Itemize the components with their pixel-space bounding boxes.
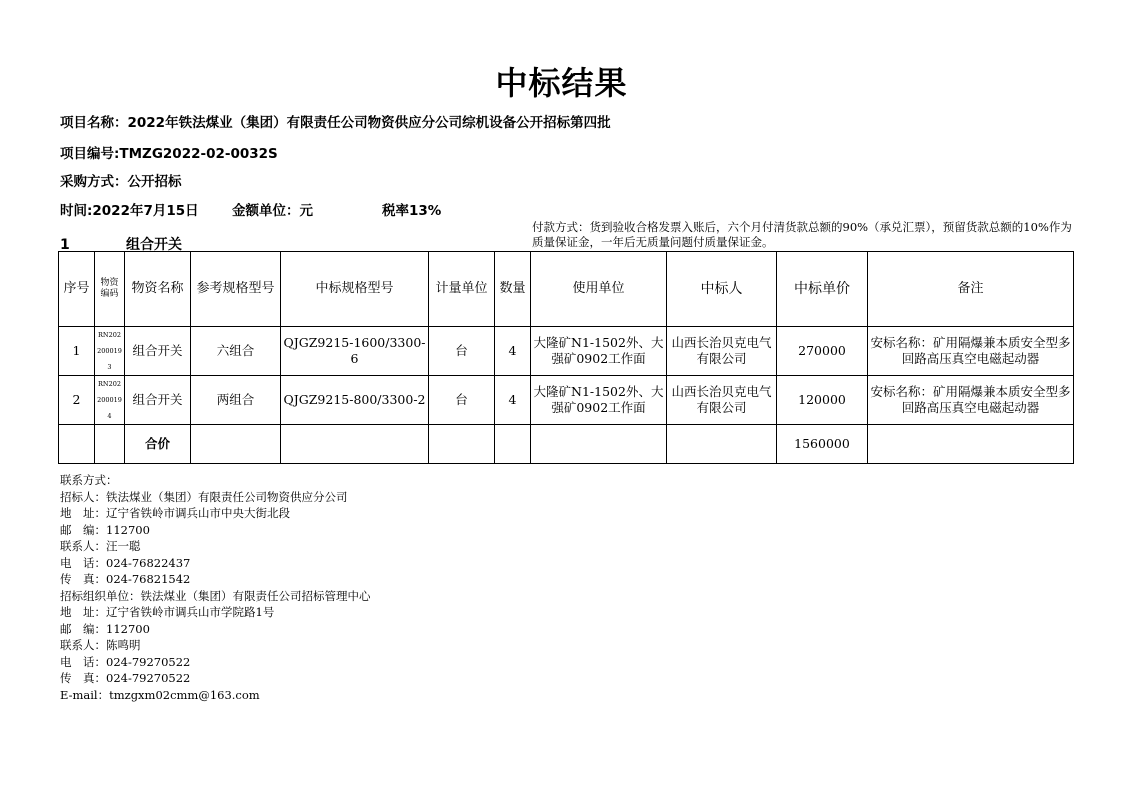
table-cell [667,425,777,464]
header-cell: 数量 [495,252,531,327]
table-cell: 2 [59,376,95,425]
table-total-row [59,425,1074,464]
table-cell: 1 [59,327,95,376]
table-cell: 山西长治贝克电气有限公司 [667,327,777,376]
table-cell: 山西长治贝克电气有限公司 [667,376,777,425]
table-cell: QJGZ9215-800/3300-2 [281,376,429,425]
table-cell [531,425,667,464]
header-cell: 使用单位 [531,252,667,327]
contact-line: 联系方式： [60,473,118,487]
table-header-row [59,252,1074,327]
total-label: 合价 [125,425,191,464]
table-cell [429,425,495,464]
table-cell: 大隆矿N1-1502外、大强矿0902工作面 [531,327,667,376]
header-cell: 备注 [868,252,1074,327]
table-cell: 安标名称：矿用隔爆兼本质安全型多回路高压真空电磁起动器 [868,376,1074,425]
table-cell: RN2022000193 [95,327,125,376]
table-cell: 台 [429,327,495,376]
contact-line: 邮 编：112700 [60,621,150,636]
contact-line: 电 话：024-76822437 [60,555,191,570]
total-value: 1560000 [777,425,868,464]
table-cell [495,425,531,464]
result-table [58,251,1074,464]
table-cell [59,425,95,464]
time: 时间:2022年7月15日 [60,203,199,219]
contact-line: 传 真：024-76821542 [60,572,191,586]
procurement-method: 采购方式：公开招标 [60,174,182,190]
payment-terms: 付款方式：货到验收合格发票入账后，六个月付清货款总额的90%（承兑汇票），预留货款总额的10%作为质量保证金，一年后无质量问题付质量保证金。 [532,220,1072,249]
contact-line: 地 址：辽宁省铁岭市调兵山市中央大街北段 [60,506,290,520]
project-number: 项目编号:TMZG2022-02-0032S [60,146,278,162]
header-cell: 中标单价 [777,252,868,327]
contact-line: 联系人：汪一聪 [60,539,141,553]
table-row [59,327,1074,376]
table-cell: QJGZ9215-1600/3300-6 [281,327,429,376]
time-amount-tax-row [60,199,441,219]
contact-line: 招标人：铁法煤业（集团）有限责任公司物资供应分公司 [60,489,348,504]
table-cell [95,425,125,464]
table-cell [191,425,281,464]
table-cell: 大隆矿N1-1502外、大强矿0902工作面 [531,376,667,425]
table-cell [281,425,429,464]
table-cell [868,425,1074,464]
table-cell: 台 [429,376,495,425]
contact-line: 招标组织单位：铁法煤业（集团）有限责任公司招标管理中心 [60,588,371,603]
header-cell: 物资编码 [95,252,125,327]
table-cell: 两组合 [191,376,281,425]
table-cell: 六组合 [191,327,281,376]
contact-line: 联系人：陈鸣明 [60,638,141,652]
page-title: 中标结果 [495,64,628,102]
contact-line: 传 真：024-79270522 [60,671,191,685]
header-cell: 物资名称 [125,252,191,327]
header-cell: 中标规格型号 [281,252,429,327]
header-cell: 中标人 [667,252,777,327]
tax-rate: 税率13% [382,203,442,219]
table-row [59,376,1074,425]
table-cell: 安标名称：矿用隔爆兼本质安全型多回路高压真空电磁起动器 [868,327,1074,376]
project-name: 项目名称：2022年铁法煤业（集团）有限责任公司物资供应分公司综机设备公开招标第四批 [60,115,611,131]
amount-unit: 金额单位：元 [232,203,313,219]
contact-email[interactable]: E-mail：tmzgxm02cmm@163.com [60,687,260,702]
header-cell: 序号 [59,252,95,327]
table-cell: RN2022000194 [95,376,125,425]
table-cell: 4 [495,376,531,425]
section-number: 1 [60,237,70,253]
table-cell: 270000 [777,327,868,376]
section-name: 组合开关 [126,237,182,253]
table-cell: 4 [495,327,531,376]
contact-line: 电 话：024-79270522 [60,654,191,669]
table-cell: 组合开关 [125,327,191,376]
header-cell: 计量单位 [429,252,495,327]
table-cell: 120000 [777,376,868,425]
contact-line: 地 址：辽宁省铁岭市调兵山市学院路1号 [60,605,275,619]
contact-line: 邮 编：112700 [60,522,150,537]
table-cell: 组合开关 [125,376,191,425]
contact-block [60,472,371,703]
header-cell: 参考规格型号 [191,252,281,327]
